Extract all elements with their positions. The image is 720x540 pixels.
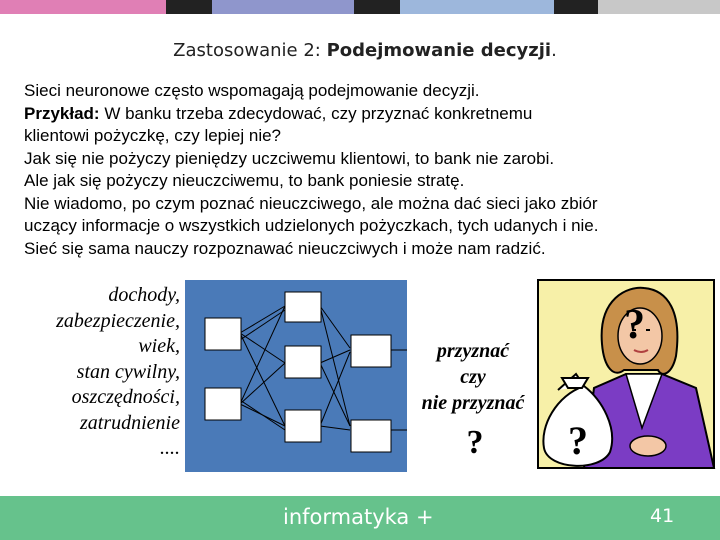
title-prefix: Zastosowanie 2:	[173, 40, 327, 61]
top-bar-segment	[598, 0, 720, 14]
top-bar-segment	[554, 0, 598, 14]
hidden-neuron	[285, 292, 321, 322]
hidden-neuron	[285, 410, 321, 442]
body-line: Nie wiadomo, po czym poznać nieuczciwego, ale można dać sieci jako zbiór	[24, 193, 598, 213]
banker-clipart	[536, 278, 720, 474]
decision-label	[403, 338, 543, 416]
neural-network-diagram	[185, 280, 407, 472]
input-feature: ....	[160, 437, 180, 459]
example-label: Przykład:	[24, 103, 100, 123]
body-line-rest: W banku trzeba zdecydować, czy przyznać konkretnemu	[99, 103, 533, 123]
body-line: Ale jak się pożyczy nieuczciwemu, to bank poniesie stratę.	[24, 171, 465, 190]
body-line: Jak się nie pożyczy pieniędzy uczciwemu klientowi, to bank nie zarobi.	[24, 148, 555, 168]
input-feature-list	[0, 283, 180, 462]
body-line: klientowi pożyczkę, czy lepiej nie?	[24, 126, 282, 145]
top-bar-segment	[166, 0, 212, 14]
decision-line: nie przyznać	[421, 392, 525, 414]
body-line: Sieć się sama nauczy rozpoznawać nieuczciwych i może nam radzić.	[24, 238, 546, 258]
banker-hand	[630, 436, 666, 456]
top-bar-segment	[0, 0, 166, 14]
slide-title	[0, 40, 720, 61]
input-neuron	[205, 318, 241, 350]
input-feature: dochody,	[108, 284, 180, 306]
head-question-mark: ?	[624, 302, 645, 348]
output-neuron	[351, 420, 391, 452]
question-mark: ?	[466, 424, 484, 461]
input-feature: zabezpieczenie,	[56, 309, 180, 332]
bag-question-mark: ?	[568, 418, 588, 463]
input-feature: wiek,	[138, 335, 180, 357]
body-line	[24, 103, 714, 126]
body-line: uczący informacje o wszystkich udzielonych pożyczkach, tych udanych i nie.	[24, 216, 599, 235]
title-bold: Podejmowanie decyzji	[326, 40, 552, 61]
top-color-bar	[0, 0, 720, 14]
top-bar-segment	[354, 0, 400, 14]
output-neuron	[351, 335, 391, 367]
top-bar-segment	[400, 0, 554, 14]
page-number: 41	[650, 505, 675, 527]
input-feature: stan cywilny,	[76, 360, 180, 383]
decision-line: przyznać	[436, 340, 510, 362]
slide-body-text	[24, 80, 714, 260]
body-line: Sieci neuronowe często wspomagają podejmowanie decyzji.	[24, 81, 480, 100]
footer-label: informatyka +	[283, 505, 434, 529]
input-neuron	[205, 388, 241, 420]
top-bar-segment	[212, 0, 354, 14]
input-feature: zatrudnienie	[80, 411, 180, 434]
hidden-neuron	[285, 346, 321, 378]
input-feature: oszczędności,	[71, 386, 180, 408]
decision-line: czy	[460, 366, 486, 388]
title-suffix: .	[551, 40, 557, 61]
